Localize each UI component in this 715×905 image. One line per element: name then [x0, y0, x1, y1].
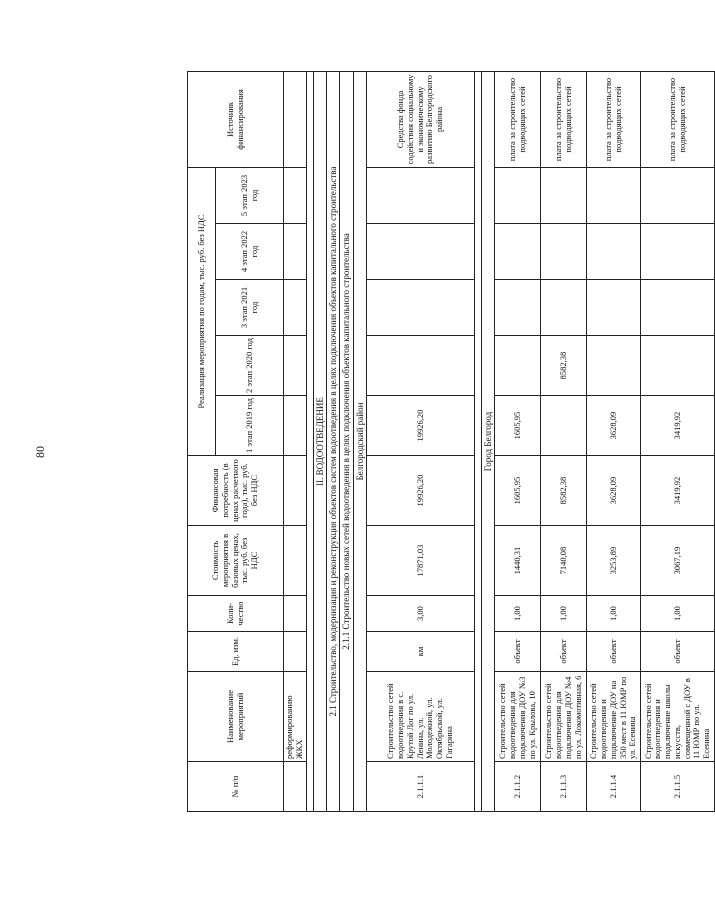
row-unit: объект: [541, 632, 587, 672]
row-cost: 3067,19: [641, 526, 715, 596]
investment-program-table: [187, 71, 715, 812]
row-qty: 1,00: [541, 596, 587, 632]
spacer-row: [474, 71, 481, 811]
row-source: плата за строительство подводящих сетей: [587, 71, 641, 167]
section-title-2-1: 2.1 Строительство, модернизация и реконструкция объектов систем водоотведения в целях подключения объектов капитального строительства: [326, 71, 339, 811]
row-2019: 3628,09: [587, 396, 641, 456]
row-2021: [641, 280, 715, 336]
header-stage-4: 4 этап 2022 год: [216, 224, 284, 280]
row-need: 3628,09: [587, 456, 641, 526]
row-num: 2.1.1.4: [587, 762, 641, 812]
row-num: 2.1.1.3: [541, 762, 587, 812]
row-qty: 3,00: [366, 596, 474, 632]
table-row: [366, 71, 474, 811]
row-2023: [587, 167, 641, 223]
row-2020: 8582,38: [541, 336, 587, 396]
row-source: Средства фонда содействия социальному и экономическому развитию Белгородского района: [366, 71, 474, 167]
row-unit: объект: [495, 632, 541, 672]
row-num: 2.1.1.1: [366, 762, 474, 812]
row-qty: 1,00: [587, 596, 641, 632]
header-unit: Ед. изм.: [188, 632, 284, 672]
row-num: 2.1.1.2: [495, 762, 541, 812]
row-2019: 19926,20: [366, 396, 474, 456]
row-2022: [541, 224, 587, 280]
table-row: [587, 71, 641, 811]
header-stage-1: 1 этап 2019 год: [216, 396, 284, 456]
row-unit: объект: [587, 632, 641, 672]
row-name: Строительство сетей водоотведения и подключение школы искусств, совмещенной с ДОУ в 11 ЮМР по ул. Есенина: [641, 672, 715, 762]
header-name: Наименование мероприятий: [188, 672, 284, 762]
header-realization: Реализация мероприятия по годам, тыс. руб. без НДС: [188, 167, 216, 455]
rotated-page: [187, 72, 712, 812]
row-2021: [541, 280, 587, 336]
header-stage-5: 5 этап 2023 год: [216, 167, 284, 223]
row-2020: [587, 336, 641, 396]
row-2020: [641, 336, 715, 396]
row-2022: [641, 224, 715, 280]
row-unit: объект: [641, 632, 715, 672]
row-2019: 1605,95: [495, 396, 541, 456]
header-stage-2: 2 этап 2020 год: [216, 336, 284, 396]
row-cost: 1440,31: [495, 526, 541, 596]
row-name: Строительство сетей водоотведения для подключения ДОУ №3 по ул. Крылова, 10: [495, 672, 541, 762]
spacer-row: [306, 71, 313, 811]
row-cost: 7140,08: [541, 526, 587, 596]
row-cost: 17871,03: [366, 526, 474, 596]
row-name: Строительство сетей водоотведения в с. Крутой Лог по ул. Ленина, ул. Молодежной, ул. Октябрьской, ул. Гагарина: [366, 672, 474, 762]
table-row: [641, 71, 715, 811]
row-2019: 3419,92: [641, 396, 715, 456]
row-2020: [495, 336, 541, 396]
header-cost: Стоимость мероприятия в базовых ценах, тыс. руб. без НДС: [188, 526, 284, 596]
city-title: Город Белгород: [481, 71, 494, 811]
page-number: 80: [33, 446, 47, 458]
section-title-2: II. ВОДООТВЕДЕНИЕ: [313, 71, 326, 811]
row-name: Строительство сетей водоотведения для подключения ДОУ №4 по ул. Локомотивная, 6: [541, 672, 587, 762]
row-source: плата за строительство подводящих сетей: [495, 71, 541, 167]
section-title-2-1-1: 2.1.1 Строительство новых сетей водоотведения в целях подключения объектов капитального строительства: [340, 71, 353, 811]
header-qty: Коли-чество: [188, 596, 284, 632]
carry-over-row: [284, 71, 307, 811]
table-row: [541, 71, 587, 811]
row-2023: [641, 167, 715, 223]
table-row: [495, 71, 541, 811]
row-need: 3419,92: [641, 456, 715, 526]
row-2023: [541, 167, 587, 223]
row-2020: [366, 336, 474, 396]
row-2022: [587, 224, 641, 280]
row-unit: км: [366, 632, 474, 672]
row-source: плата за строительство подводящих сетей: [641, 71, 715, 167]
row-num: 2.1.1.5: [641, 762, 715, 812]
header-source: Источник финансирования: [188, 71, 284, 167]
district-title: Белгородский район: [353, 71, 366, 811]
row-cost: 3253,89: [587, 526, 641, 596]
row-2023: [495, 167, 541, 223]
header-num: № п/п: [188, 762, 284, 812]
row-2023: [366, 167, 474, 223]
row-2022: [495, 224, 541, 280]
header-need: Финансовая потребность (в ценах расчетного года), тыс. руб. без НДС: [188, 456, 284, 526]
row-2021: [587, 280, 641, 336]
header-stage-3: 3 этап 2021 год: [216, 280, 284, 336]
carry-over-text: реформированию ЖКХ: [284, 672, 307, 762]
row-qty: 1,00: [641, 596, 715, 632]
row-need: 1605,95: [495, 456, 541, 526]
row-2021: [366, 280, 474, 336]
row-qty: 1,00: [495, 596, 541, 632]
row-2022: [366, 224, 474, 280]
row-2019: [541, 396, 587, 456]
row-name: Строительство сетей водоотведения и подключение ДОУ на 350 мест в 11 ЮМР по ул. Есенина: [587, 672, 641, 762]
row-need: 19926,20: [366, 456, 474, 526]
row-2021: [495, 280, 541, 336]
row-need: 8582,38: [541, 456, 587, 526]
row-source: плата за строительство подводящих сетей: [541, 71, 587, 167]
